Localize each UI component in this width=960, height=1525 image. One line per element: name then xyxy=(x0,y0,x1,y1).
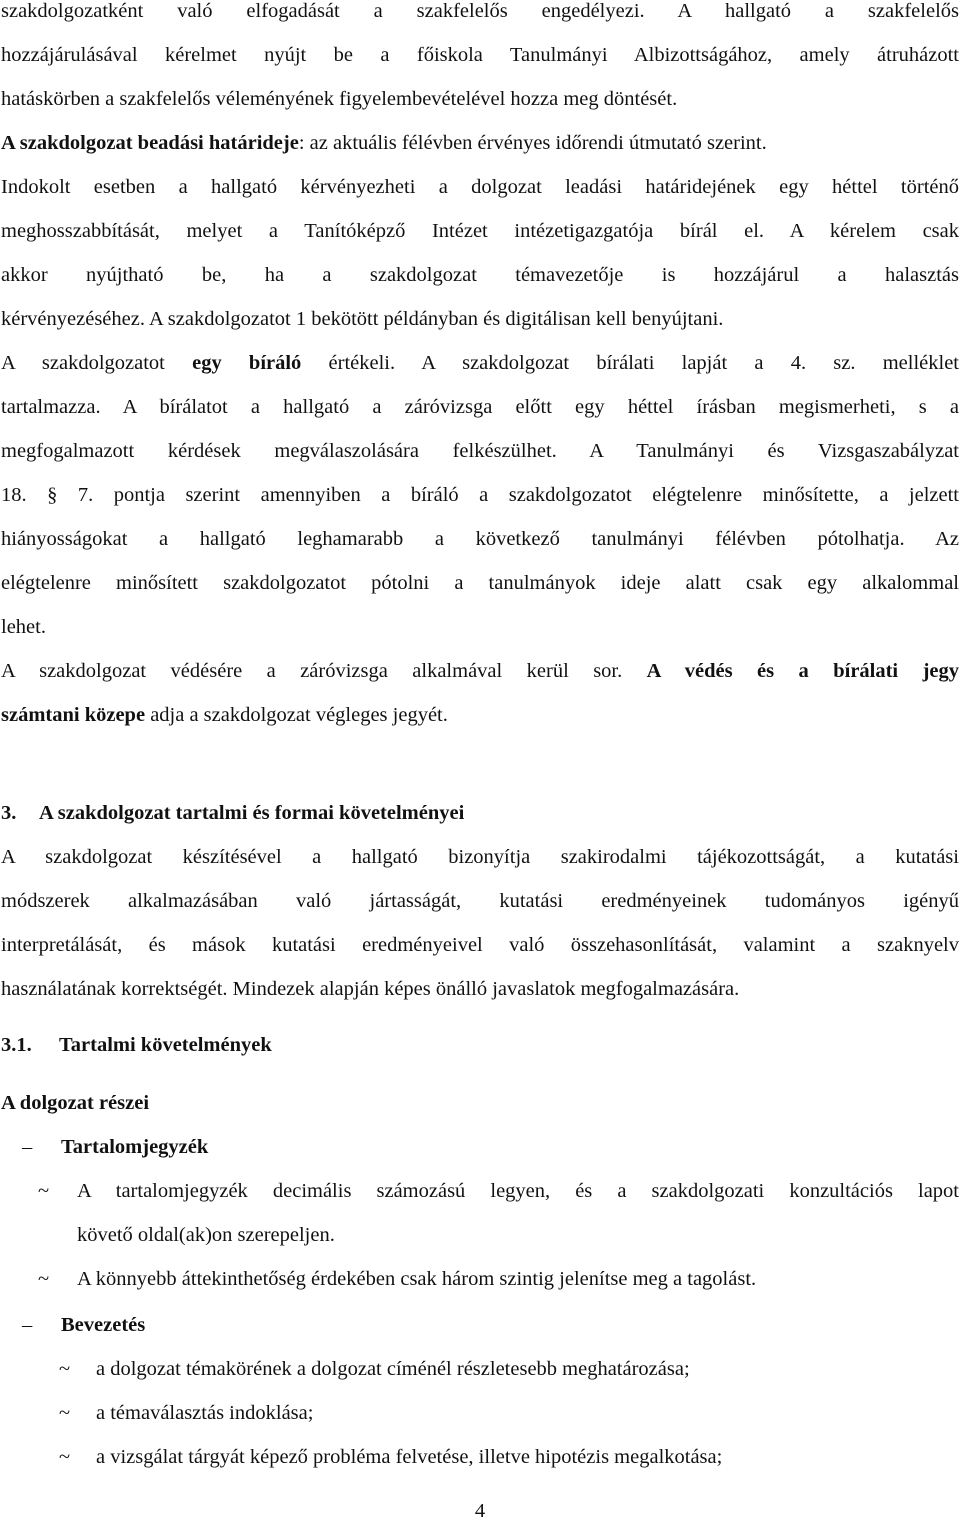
toc-title: Tartalomjegyzék xyxy=(61,1136,209,1158)
section-3-line: módszerek alkalmazásában való jártasságát, kutatási eredményeinek tudományos igényű xyxy=(1,890,959,912)
toc-subitem-text: követő oldal(ak)on szerepeljen. xyxy=(77,1224,335,1246)
tilde-bullet: ~ xyxy=(59,1402,71,1424)
paragraph-line: akkor nyújtható be, ha a szakdolgozat témavezetője is hozzájárul a halasztás xyxy=(1,264,959,286)
tilde-bullet: ~ xyxy=(38,1268,50,1290)
section-3-line: interpretálását, és mások kutatási eredményeivel való összehasonlítását, valamint a szaknyelv xyxy=(1,934,959,956)
subsection-title: Tartalmi követelmények xyxy=(59,1034,272,1056)
intro-title: Bevezetés xyxy=(61,1314,146,1336)
grade-bold: számtani közepe xyxy=(1,704,146,726)
section-3-line: használatának korrektségét. Mindezek alapján képes önálló javaslatok megfogalmazására. xyxy=(1,978,740,1000)
intro-subitem-text: a dolgozat témakörének a dolgozat címénél részletesebb meghatározása; xyxy=(96,1358,690,1380)
paragraph-line: meghosszabbítását, melyet a Tanítóképző Intézet intézetigazgatója bírál el. A kérelem csak xyxy=(1,220,959,242)
section-3-heading xyxy=(1,800,959,826)
section-title: A szakdolgozat tartalmi és formai követelményei xyxy=(39,802,465,824)
deadline-line xyxy=(1,130,959,156)
paragraph-line: hozzájárulásával kérelmet nyújt be a főiskola Tanulmányi Albizottságához, amely átruházott xyxy=(1,44,959,66)
defense-line xyxy=(1,658,959,684)
dash-bullet: – xyxy=(22,1136,33,1158)
reviewer-text-b: értékeli. A szakdolgozat bírálati lapját a 4. sz. melléklet xyxy=(301,352,959,374)
tilde-bullet: ~ xyxy=(59,1358,71,1380)
defense-text: A szakdolgozat védésére a záróvizsga alkalmával kerül sor. xyxy=(1,660,647,682)
reviewer-bold: egy bíráló xyxy=(192,352,302,374)
toc-subitem-text: A tartalomjegyzék decimális számozású legyen, és a szakdolgozati konzultációs lapot xyxy=(77,1180,959,1202)
paragraph-line: 18. § 7. pontja szerint amennyiben a bíráló a szakdolgozatot elégtelenre minősítette, a jelzett xyxy=(1,484,959,506)
defense-bold: A védés és a bírálati jegy xyxy=(646,660,959,682)
grade-text: adja a szakdolgozat végleges jegyét. xyxy=(145,704,448,726)
paragraph-line: szakdolgozatként való elfogadását a szakfelelős engedélyezi. A hallgató a szakfelelős xyxy=(1,0,959,22)
paragraph-line: hiányosságokat a hallgató leghamarabb a következő tanulmányi félévben pótolhatja. Az xyxy=(1,528,959,550)
paragraph-line: megfogalmazott kérdések megválaszolására felkészülhet. A Tanulmányi és Vizsgaszabályzat xyxy=(1,440,959,462)
dash-bullet: – xyxy=(22,1314,33,1336)
paragraph-line: lehet. xyxy=(1,616,46,638)
intro-subitem-text: a témaválasztás indoklása; xyxy=(96,1402,314,1424)
toc-subitem-text: A könnyebb áttekinthetőség érdekében csak három szintig jelenítse meg a tagolást. xyxy=(77,1268,757,1290)
paragraph-line: hatáskörben a szakfelelős véleményének figyelembevételével hozza meg döntését. xyxy=(1,88,678,110)
reviewer-line xyxy=(1,350,959,376)
intro-subitem-text: a vizsgálat tárgyát képező probléma felvetése, illetve hipotézis megalkotása; xyxy=(96,1446,723,1468)
section-3-line: A szakdolgozat készítésével a hallgató bizonyítja szakirodalmi tájékozottságát, a kutatási xyxy=(1,846,959,868)
paragraph-line: tartalmazza. A bírálatot a hallgató a záróvizsga előtt egy héttel írásban megismerheti, s a xyxy=(1,396,959,418)
paragraph-line: elégtelenre minősített szakdolgozatot pótolni a tanulmányok ideje alatt csak egy alkalommal xyxy=(1,572,959,594)
deadline-label: A szakdolgozat beadási határideje xyxy=(1,132,299,154)
paragraph-line: Indokolt esetben a hallgató kérvényezheti a dolgozat leadási határidejének egy héttel történő xyxy=(1,176,959,198)
grade-line xyxy=(1,702,959,728)
reviewer-text-a: A szakdolgozatot xyxy=(1,352,193,374)
deadline-text: : az aktuális félévben érvényes időrendi útmutató szerint. xyxy=(298,132,767,154)
section-number: 3. xyxy=(1,802,17,824)
tilde-bullet: ~ xyxy=(59,1446,71,1468)
section-3-1-heading xyxy=(1,1032,959,1058)
page-number: 4 xyxy=(474,1500,486,1522)
subsection-number: 3.1. xyxy=(1,1034,32,1056)
tilde-bullet: ~ xyxy=(38,1180,50,1202)
paragraph-line: kérvényezéséhez. A szakdolgozatot 1 bekötött példányban és digitálisan kell benyújtani. xyxy=(1,308,724,330)
parts-heading: A dolgozat részei xyxy=(1,1092,150,1114)
